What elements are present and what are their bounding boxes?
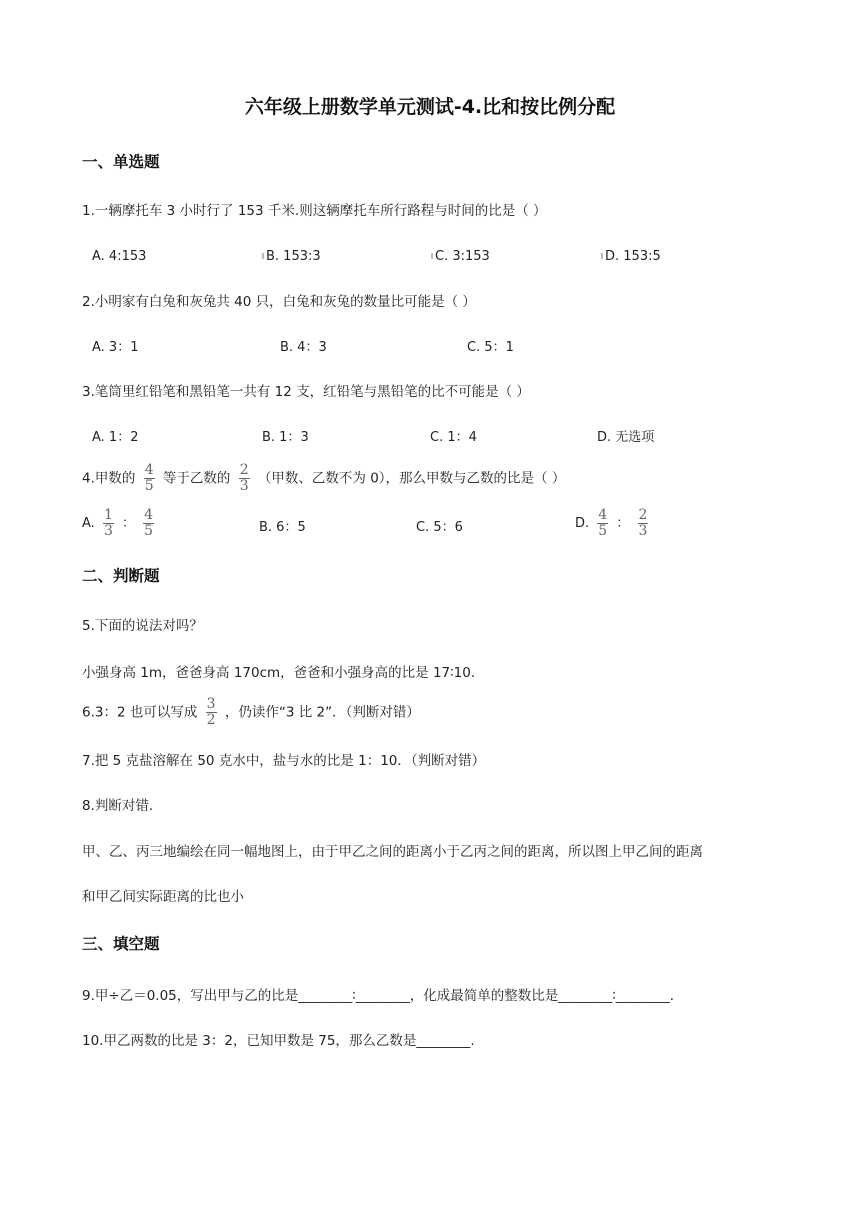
- question-1-text: 1.一辆摩托车 3 小时行了 153 千米.则这辆摩托车所行路程与时间的比是（ ）: [82, 203, 547, 219]
- fraction-three-halves: $\frac{3}{2}$: [206, 696, 216, 728]
- question-3-option-d: D. 无选项: [597, 430, 655, 445]
- option-marker: [601, 253, 603, 259]
- question-4-option-d: D. $\frac{4}{5}$ ： $\frac{2}{3}$: [575, 507, 648, 539]
- fraction-four-fifths: $\frac{4}{5}$: [144, 462, 154, 494]
- page-title: 六年级上册数学单元测试-4.比和按比例分配: [244, 96, 616, 118]
- question-1-option-b: B. 153:3: [262, 247, 321, 267]
- fraction-two-thirds: $\frac{2}{3}$: [239, 462, 249, 494]
- question-1-option-d: D. 153:5: [601, 247, 661, 267]
- option-marker: [262, 253, 264, 259]
- section-heading-fill-blank: 三、填空题: [82, 935, 160, 953]
- question-3-option-b: B. 1：3: [262, 430, 309, 445]
- question-2-option-a: A. 3：1: [92, 340, 139, 355]
- question-3-option-c: C. 1：4: [430, 430, 477, 445]
- question-8-statement-line-2: 和甲乙间实际距离的比也小: [82, 889, 244, 905]
- question-9-text: 9.甲÷乙＝0.05，写出甲与乙的比是________∶________，化成最简单的整数比是________∶________.: [82, 988, 675, 1004]
- section-heading-single-choice: 一、单选题: [82, 153, 160, 171]
- question-4-option-a: A. $\frac{1}{3}$ ： $\frac{4}{5}$: [82, 507, 154, 539]
- question-1-option-c: C. 3:153: [431, 247, 490, 267]
- question-2-text: 2.小明家有白兔和灰兔共 40 只，白兔和灰兔的数量比可能是（ ）: [82, 294, 476, 310]
- question-4-text: 4.甲数的 $\frac{4}{5}$ 等于乙数的 $\frac{2}{3}$ （甲数、乙数不为 0），那么甲数与乙数的比是（ ）: [82, 462, 566, 494]
- question-10-text: 10.甲乙两数的比是 3：2，已知甲数是 75，那么乙数是________.: [82, 1033, 475, 1049]
- question-4-option-b: B. 6：5: [259, 520, 306, 535]
- question-2-option-c: C. 5：1: [467, 340, 514, 355]
- fraction-four-fifths: $\frac{4}{5}$: [598, 507, 608, 539]
- question-8-statement-line-1: 甲、乙、丙三地编绘在同一幅地图上，由于甲乙之间的距离小于乙丙之间的距离，所以图上甲乙间的距离: [82, 844, 703, 860]
- question-6-text: 6.3：2 也可以写成 $\frac{3}{2}$ ，仍读作“3 比 2”．（判断对错）: [82, 696, 420, 728]
- section-heading-true-false: 二、判断题: [82, 567, 160, 585]
- question-3-text: 3.笔筒里红铅笔和黑铅笔一共有 12 支，红铅笔与黑铅笔的比不可能是（ ）: [82, 384, 530, 400]
- question-5-statement: 小强身高 1m，爸爸身高 170cm，爸爸和小强身高的比是 17∶10.: [82, 665, 476, 681]
- fraction-four-fifths: $\frac{4}{5}$: [144, 507, 154, 539]
- question-3-option-a: A. 1：2: [92, 430, 139, 445]
- question-2-option-b: B. 4：3: [280, 340, 327, 355]
- fraction-one-third: $\frac{1}{3}$: [103, 507, 113, 539]
- question-4-option-c: C. 5：6: [416, 520, 463, 535]
- question-1-option-a: A. 4:153: [92, 249, 147, 264]
- question-5-text: 5.下面的说法对吗？: [82, 618, 203, 634]
- question-7-text: 7.把 5 克盐溶解在 50 克水中，盐与水的比是 1：10．（判断对错）: [82, 753, 486, 769]
- question-8-text: 8.判断对错.: [82, 798, 154, 814]
- option-marker: [431, 253, 433, 259]
- fraction-two-thirds: $\frac{2}{3}$: [638, 507, 648, 539]
